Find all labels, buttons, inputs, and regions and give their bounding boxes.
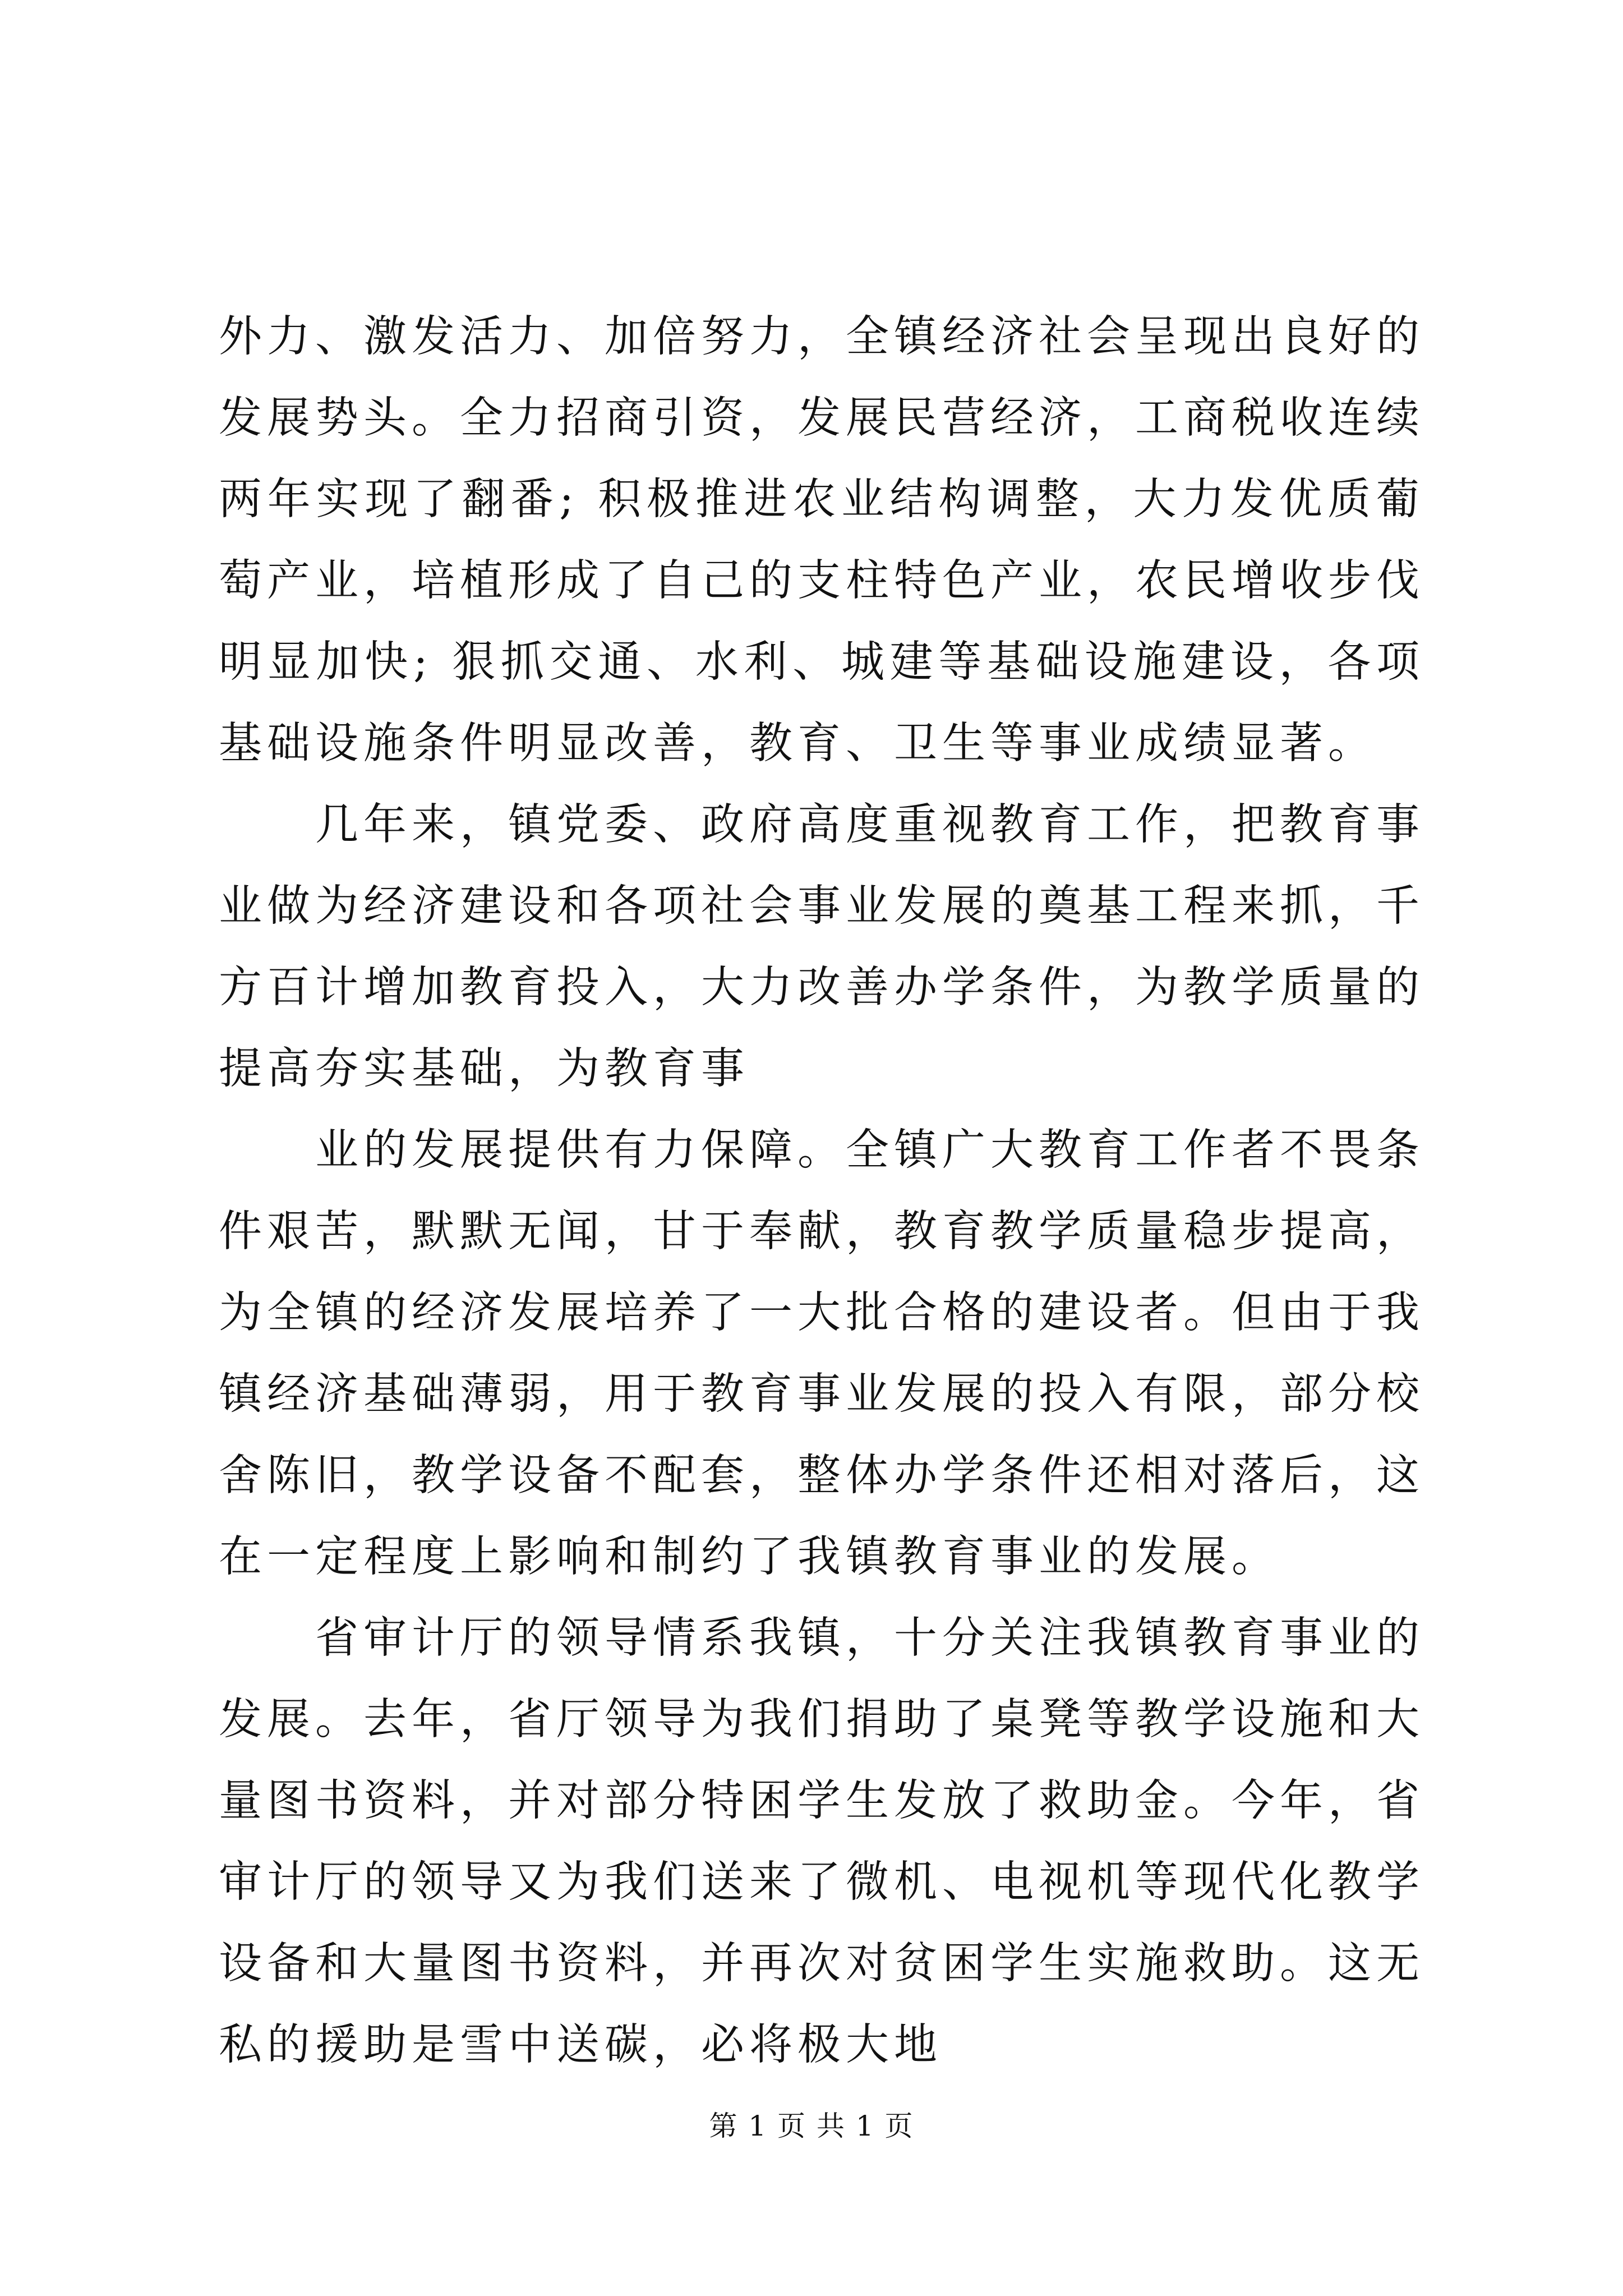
paragraph-3: 业的发展提供有力保障。全镇广大教育工作者不畏条件艰苦，默默无闻，甘于奉献，教育教学质量稳步提高，为全镇的经济发展培养了一大批合格的建设者。但由于我镇经济基础薄弱，用于教育事业发展的投入有限，部分校舍陈旧，教学设备不配套，整体办学条件还相对落后，这在一定程度上影响和制约了我镇教育事业的发展。 [219, 1125, 1424, 1582]
page-footer: 第 1 页 共 1 页 [709, 2110, 914, 2142]
document-body [219, 296, 1424, 2086]
paragraph-2: 几年来，镇党委、政府高度重视教育工作，把教育事业做为经济建设和各项社会事业发展的奠基工程来抓，千方百计增加教育投入，大力改善办学条件，为教学质量的提高夯实基础，为教育事 [219, 800, 1424, 1094]
paragraph-4: 省审计厅的领导情系我镇，十分关注我镇教育事业的发展。去年，省厅领导为我们捐助了桌凳等教学设施和大量图书资料，并对部分特困学生发放了救助金。今年，省审计厅的领导又为我们送来了微机、电视机等现代化教学设备和大量图书资料，并再次对贫困学生实施救助。这无私的援助是雪中送碳，必将极大地 [219, 1613, 1424, 2070]
paragraph-1: 外力、激发活力、加倍努力，全镇经济社会呈现出良好的发展势头。全力招商引资，发展民营经济，工商税收连续两年实现了翻番; 积极推进农业结构调整，大力发优质葡萄产业，培植形成了自己的支柱特色产业，农民增收步伐明显加快; 狠抓交通、水利、城建等基础设施建设，各项基础设施条件明显改善，教育、卫生等事业成绩显著。 [219, 312, 1424, 769]
